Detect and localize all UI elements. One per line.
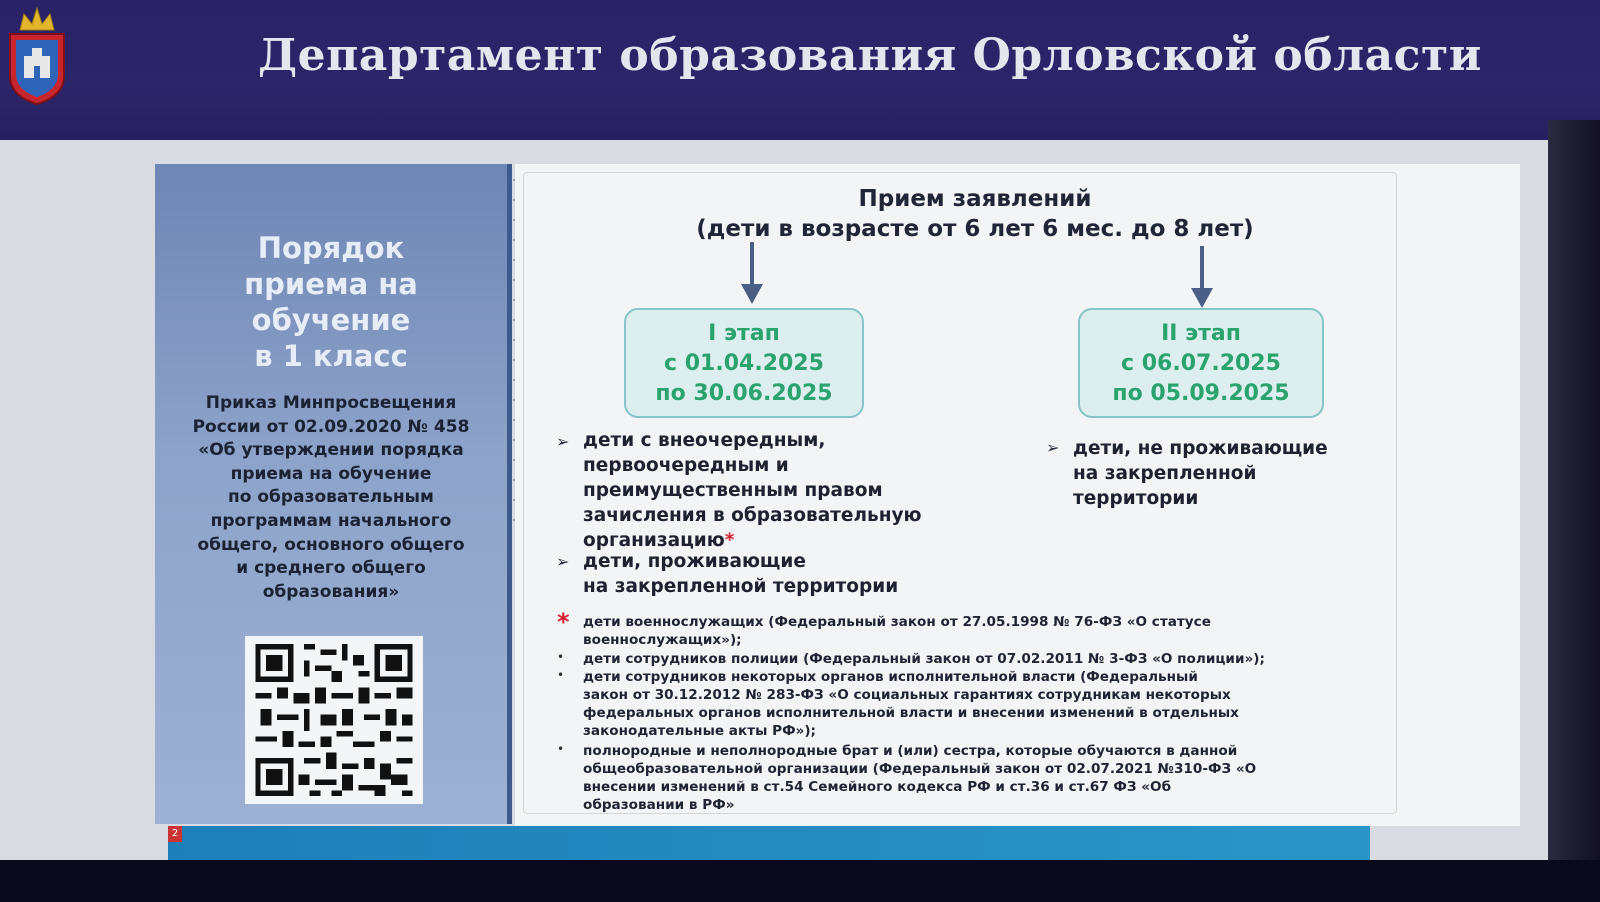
bullet-line: на закрепленной территории [583, 576, 899, 597]
note-police [583, 650, 1343, 668]
bullet-dot-icon: • [557, 650, 565, 664]
note-military [583, 613, 1343, 649]
note-executive-bodies [583, 668, 1343, 740]
stage-2-bullet-nonresidents [1073, 436, 1328, 511]
bullet-line: дети, проживающие [583, 551, 806, 572]
bullet-line: территории [1073, 488, 1199, 509]
red-asterisk-icon: * [724, 530, 735, 551]
header-bar [0, 0, 1600, 140]
order-line: программам начального [210, 510, 452, 531]
stage-1-label: I этап [708, 321, 780, 346]
stage-1-end: по 30.06.2025 [655, 381, 833, 406]
monitor-bezel-right [1548, 120, 1600, 902]
order-line: России от 02.09.2020 № 458 [192, 416, 470, 437]
stage-2-box [1078, 308, 1324, 418]
order-line: по образовательным [228, 487, 434, 508]
red-asterisk-icon: * [557, 608, 570, 636]
stage-1-start: с 01.04.2025 [664, 351, 824, 376]
admission-title-line: в 1 класс [254, 339, 408, 373]
heading-line: (дети в возрасте от 6 лет 6 мес. до 8 лет) [696, 216, 1254, 242]
note-line: законодательные акты РФ»); [583, 723, 816, 739]
coat-of-arms-icon [2, 4, 72, 106]
note-line: дети военнослужащих (Федеральный закон от 27.05.1998 № 76-ФЗ «О статусе [583, 614, 1211, 630]
order-line: «Об утверждении порядка [198, 440, 464, 461]
note-siblings [583, 742, 1343, 814]
order-line: приема на обучение [230, 463, 432, 484]
arrow-down-icon [740, 242, 764, 306]
note-line: внесении изменений в ст.54 Семейного кодекса РФ и ст.36 и ст.67 ФЗ «Об [583, 779, 1172, 795]
order-line: общего, основного общего [197, 534, 465, 555]
bullet-line-text: организацию [583, 530, 725, 551]
order-line: и среднего общего [236, 558, 426, 579]
note-line: дети сотрудников полиции (Федеральный закон от 07.02.2011 № 3-ФЗ «О полиции»); [583, 651, 1265, 667]
order-reference [155, 392, 507, 604]
admission-title-line: обучение [251, 303, 411, 337]
department-title: Департамент образования Орловской области [258, 30, 1482, 81]
admission-title-line: Порядок [257, 231, 405, 265]
admission-title-line: приема на [244, 267, 418, 301]
note-line: военнослужащих»); [583, 632, 742, 648]
note-line: дети сотрудников некоторых органов исполнительной власти (Федеральный [583, 669, 1198, 685]
stage-1-bullet-residents [583, 549, 898, 599]
order-line: образования» [262, 581, 400, 602]
note-line: общеобразовательной организации (Федеральный закон от 02.07.2021 №310-ФЗ «О [583, 761, 1257, 777]
note-line: полнородные и неполнородные брат и (или) сестра, которые обучаются в данной [583, 743, 1238, 759]
bullet-line: на закрепленной [1073, 463, 1257, 484]
bullet-line: преимущественным правом [583, 480, 883, 501]
note-line: федеральных органов исполнительной власти и внесении изменений в отдельных [583, 705, 1239, 721]
bullet-dot-icon: • [557, 668, 565, 682]
bullet-line: дети с внеочередным, [583, 430, 826, 451]
note-line: закон от 30.12.2012 № 283-ФЗ «О социальных гарантиях сотрудникам некоторых [583, 687, 1231, 703]
order-line: Приказ Минпросвещения [205, 393, 457, 413]
admission-title [155, 230, 507, 374]
arrow-down-icon [1190, 246, 1214, 310]
bullet-line: дети, не проживающие [1073, 438, 1328, 459]
stage-1-bullet-priority [583, 428, 922, 553]
bullet-arrow-icon: ➢ [556, 552, 570, 571]
stage-1-box [624, 308, 864, 418]
applications-heading [668, 184, 1282, 244]
slide-number: 2 [168, 826, 182, 842]
bullet-line: зачисления в образовательную [583, 505, 922, 526]
bullet-line: первоочередным и [583, 455, 789, 476]
qr-code-icon[interactable] [245, 636, 423, 804]
left-panel [155, 164, 512, 824]
bottom-accent-bar [168, 826, 1370, 864]
bullet-arrow-icon: ➢ [556, 432, 570, 451]
heading-line: Прием заявлений [858, 186, 1092, 212]
note-line: образовании в РФ» [583, 797, 735, 813]
stage-2-start: с 06.07.2025 [1121, 351, 1281, 376]
bullet-dot-icon: • [557, 742, 565, 756]
stage-2-label: II этап [1161, 321, 1241, 346]
bullet-arrow-icon: ➢ [1046, 438, 1060, 457]
monitor-bezel-bottom [0, 860, 1600, 902]
stage-2-end: по 05.09.2025 [1112, 381, 1290, 406]
